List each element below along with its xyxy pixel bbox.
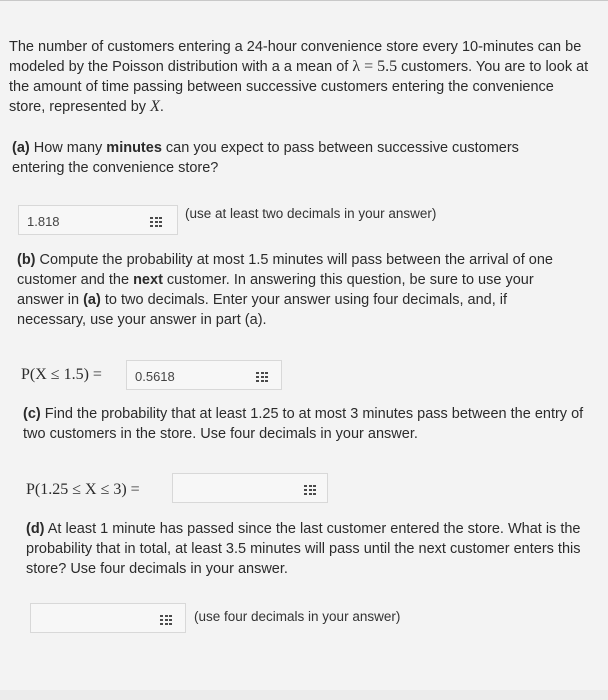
- top-divider: [0, 0, 608, 1]
- part-b-answer-input[interactable]: [126, 360, 282, 390]
- part-a-hint: (use at least two decimals in your answer): [185, 206, 437, 221]
- part-b-answer-value: 0.5618: [135, 369, 175, 384]
- part-c-answer-input[interactable]: [172, 473, 328, 503]
- problem-intro: The number of customers entering a 24-hour convenience store every 10-minutes can be modeled by the Poisson distribution with a a mean of λ = 5.5 customers. You are to look at the amount of time passing between successive customers entering the convenience store, represented by X.: [9, 39, 589, 115]
- part-d-question: (d) At least 1 minute has passed since the last customer entered the store. What is the probability that in total, at least 3.5 minutes will pass until the next customer enters this store? Use four decimals in your answer.: [26, 521, 581, 577]
- part-b-question: (b) Compute the probability at most 1.5 minutes will pass between the arrival of one customer and the next customer. In answering this question, be sure to use your answer in (a) to two decimals. Enter your answer using four decimals, and, if necessary, use your answer in part (a).: [17, 252, 553, 328]
- keypad-icon[interactable]: [304, 485, 316, 495]
- part-d-hint: (use four decimals in your answer): [194, 609, 401, 624]
- part-c-expression: P(1.25 ≤ X ≤ 3) =: [26, 481, 140, 498]
- bottom-stripe: [0, 690, 608, 700]
- part-a-answer-input[interactable]: [18, 205, 178, 235]
- keypad-icon[interactable]: [150, 217, 162, 227]
- part-b-expression: P(X ≤ 1.5) =: [21, 366, 102, 383]
- part-d-answer-input[interactable]: [30, 603, 186, 633]
- part-a-question: (a) How many minutes can you expect to pass between successive customers entering the convenience store?: [12, 140, 519, 176]
- part-a-answer-value: 1.818: [27, 214, 60, 229]
- keypad-icon[interactable]: [160, 615, 172, 625]
- part-c-question: (c) Find the probability that at least 1.25 to at most 3 minutes pass between the entry of two customers in the store. Use four decimals in your answer.: [23, 406, 584, 442]
- keypad-icon[interactable]: [256, 372, 268, 382]
